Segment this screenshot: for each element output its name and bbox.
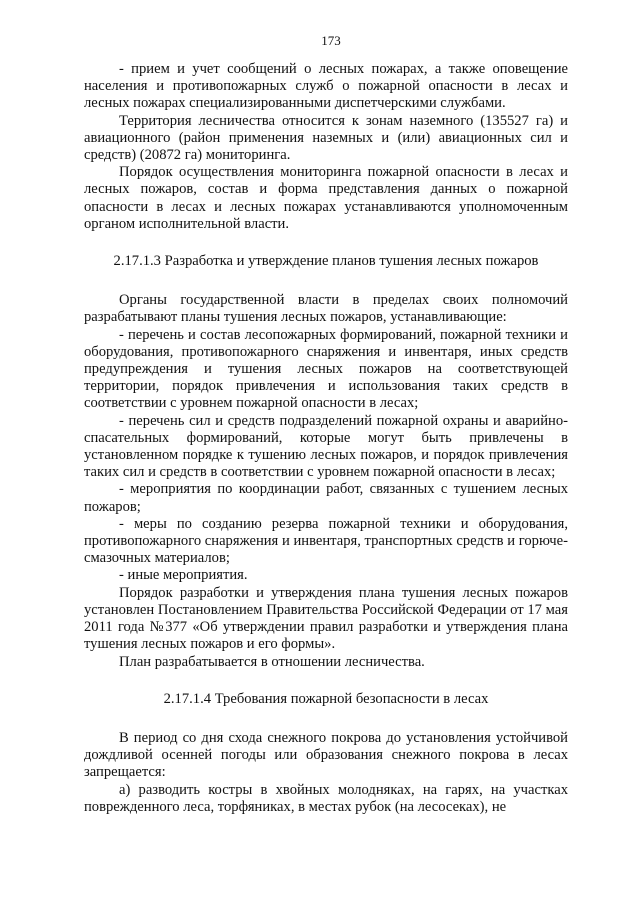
paragraph-monitoring-zones: Территория лесничества относится к зонам наземного (135527 га) и авиационного (район применения наземных и (или) авиационных сил и средств) (20872 га) мониторинга. — [84, 112, 568, 164]
list-item-forces: - перечень сил и средств подразделений пожарной охраны и аварийно-спасательных формирований, которые могут быть привлечены в установленном порядке к тушению лесных пожаров, и порядок привлечения таких сил и средств в соответствии с уровнем пожарной опасности в лесах; — [84, 412, 568, 481]
paragraph-plan-procedure: Порядок разработки и утверждения плана тушения лесных пожаров установлен Постановлением Правительства Российской Федерации от 17 мая 2011 года №377 «Об утверждении правил разработки и утверждения плана тушения лесных пожаров и его формы». — [84, 584, 568, 653]
list-item-campfires: а) разводить костры в хвойных молодняках, на гарях, на участках поврежденного леса, торфяниках, в местах рубок (на лесосеках), не — [84, 781, 568, 815]
paragraph-prohibited-period: В период со дня схода снежного покрова до установления устойчивой дождливой осенней погоды или образования снежного покрова в лесах запрещается: — [84, 729, 568, 781]
paragraph-monitoring-procedure: Порядок осуществления мониторинга пожарной опасности в лесах и лесных пожаров, состав и форма представления данных о пожарной опасности в лесах и лесных пожарах устанавливаются уполномоченным органом исполнительной власти. — [84, 164, 568, 232]
list-item-coordination: - мероприятия по координации работ, связанных с тушением лесных пожаров; — [84, 481, 568, 515]
paragraph-authorities-plans: Органы государственной власти в пределах своих полномочий разрабатывают планы тушения лесных пожаров, устанавливающие: — [84, 292, 568, 326]
section-fire-plans-text — [84, 292, 568, 670]
section-monitoring-text — [84, 61, 568, 233]
section-fire-safety-text — [84, 730, 568, 816]
list-item-other-measures: - иные мероприятия. — [119, 567, 248, 584]
paragraph-alert-services: - прием и учет сообщений о лесных пожарах, а также оповещение населения и противопожарных служб о пожарной опасности в лесах и лесных пожарах специализированными диспетчерскими службами. — [84, 61, 568, 112]
section-heading-2-17-1-4: 2.17.1.4 Требования пожарной безопасности в лесах — [163, 690, 489, 707]
page-number: 173 — [321, 33, 341, 48]
section-heading-2-17-1-3: 2.17.1.3 Разработка и утверждение планов тушения лесных пожаров — [113, 253, 539, 270]
list-item-formations: - перечень и состав лесопожарных формирований, пожарной техники и оборудования, противопожарного снаряжения и инвентаря, иных средств предупреждения и тушения лесных пожаров на соответствующей территории, порядок привлечения и использования таких средств в соответствии с уровнем пожарной опасности в лесах; — [84, 326, 568, 412]
list-item-reserve: - меры по созданию резерва пожарной техники и оборудования, противопожарного снаряжения и инвентаря, транспортных средств и горюче-смазочных материалов; — [84, 515, 568, 567]
paragraph-plan-scope: План разрабатывается в отношении лесничества. — [119, 653, 425, 670]
